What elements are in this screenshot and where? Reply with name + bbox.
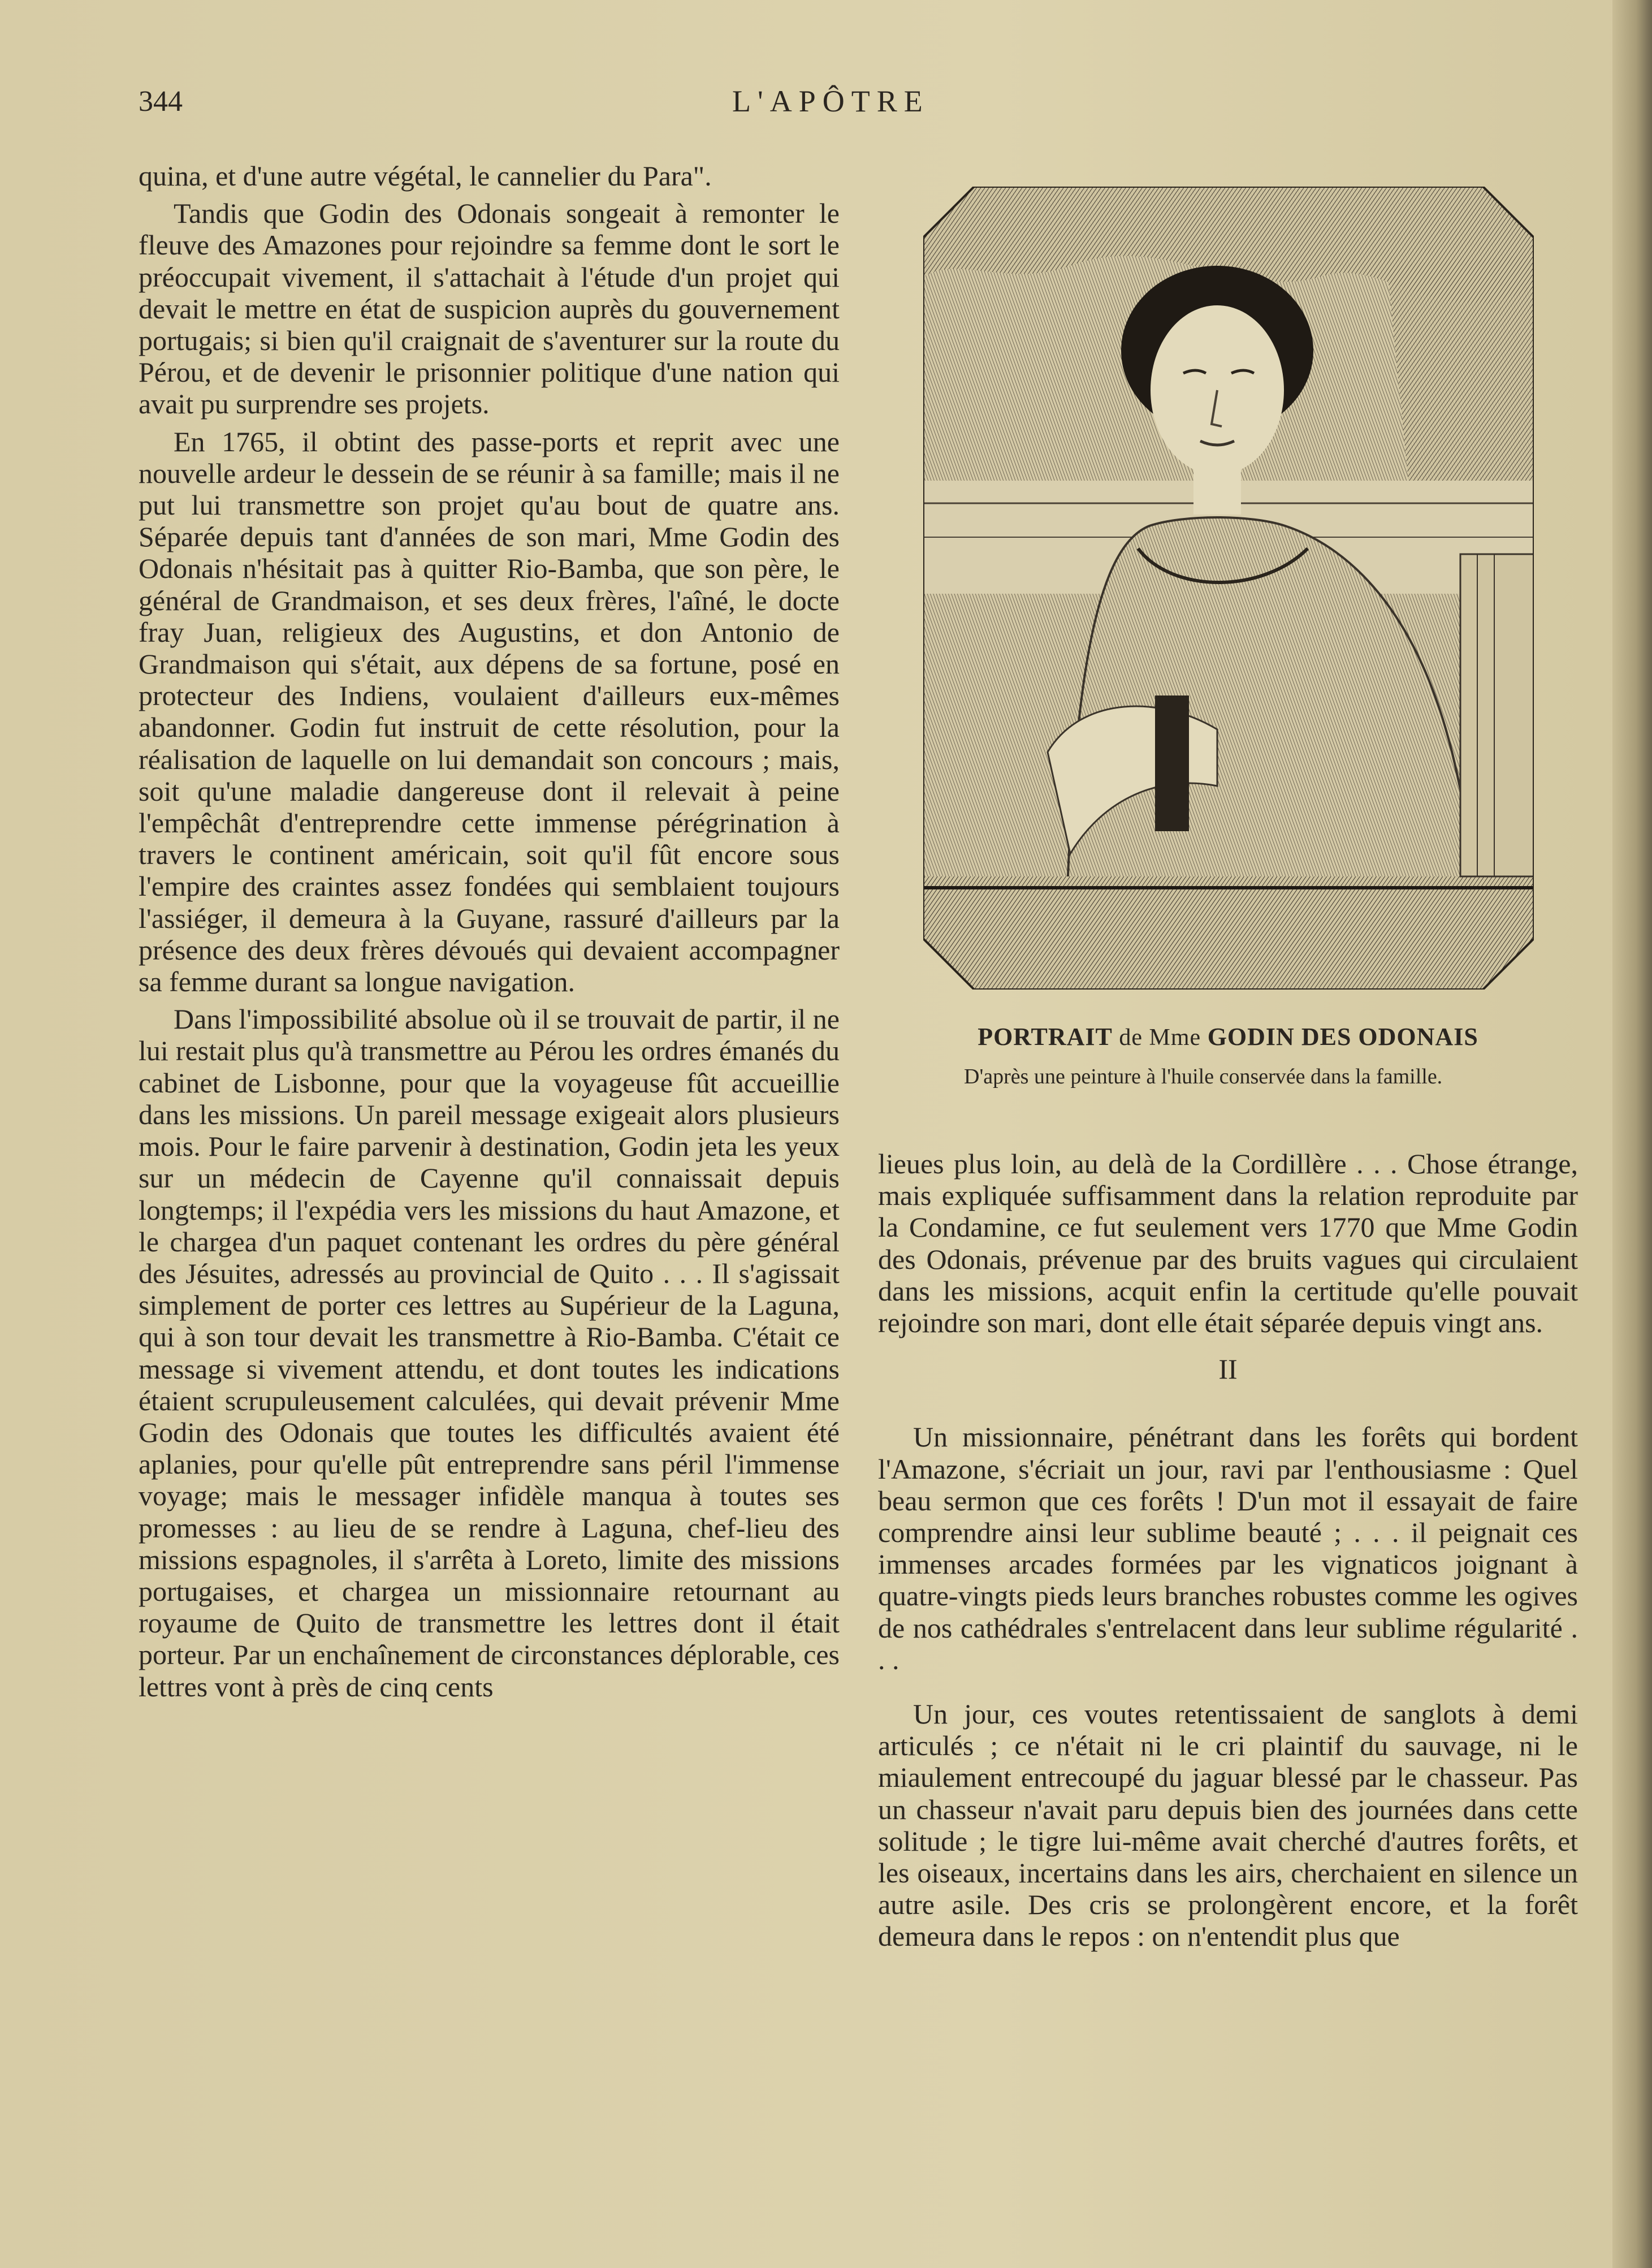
paragraph: quina, et d'une autre végétal, le cannelier du Para". (139, 160, 712, 192)
portrait-image (923, 187, 1534, 990)
paragraph: Tandis que Godin des Odonais songeait à remonter le fleuve des Amazones pour rejoindre sa femme dont le sort le préoccupait vivement, il s'attachait à l'étude d'un projet qui devait le mettre en état de suspicion auprès du gouvernement portugais; si bien qu'il craignait de s'aventurer sur la route du Pérou, et de devenir le prisonnier politique d'une nation qui avait pu surprendre ses projets. (139, 197, 840, 420)
caption-title-part: PORTRAIT (978, 1023, 1113, 1051)
paragraph: lieues plus loin, au delà de la Cordillère . . . Chose étrange, mais expliquée suffisamment dans la relation reproduite par la Condamine, ce fut seulement vers 1770 que Mme Godin des Odonais, prévenue par des bruits vagues qui circulaient dans les missions, acquit enfin la certitude qu'elle pouvait rejoindre son mari, dont elle était séparée depuis vingt ans. (878, 1148, 1578, 1339)
right-text-column (878, 1148, 1578, 1952)
left-text-column (139, 160, 840, 1703)
figure-caption-title (878, 1022, 1578, 1051)
caption-title-part: de Mme (1112, 1025, 1208, 1051)
portrait-engraving (923, 187, 1534, 990)
caption-title-part: GODIN DES ODONAIS (1207, 1023, 1478, 1051)
paragraph: Un jour, ces voutes retentissaient de sanglots à demi articulés ; ce n'était ni le cri plaintif du sauvage, ni le miaulement entrecoupé du jaguar blessé par le chasseur. Pas un chasseur n'avait paru depuis bien des journées dans cette solitude ; le tigre lui-même avait cherché d'autres forêts, et les oiseaux, incertains dans les airs, cherchaient en silence un autre asile. Des cris se prolongèrent encore, et la forêt demeura dans le repos : on n'entendit plus que (878, 1698, 1578, 1952)
running-head-title: L'APÔTRE (732, 84, 929, 118)
figure-caption-credit: D'après une peinture à l'huile conservée dans la famille. (964, 1065, 1443, 1088)
page-number: 344 (139, 85, 183, 118)
paragraph: En 1765, il obtint des passe-ports et reprit avec une nouvelle ardeur le dessein de se réunir à sa famille; mais il ne put lui transmettre son projet qu'au bout de quatre ans. Séparée depuis tant d'années de son mari, Mme Godin des Odonais n'hésitait pas à quitter Rio-Bamba, que son père, le général de Grandmaison, et ses deux frères, l'aîné, le docte fray Juan, religieux des Augustins, et don Antonio de Grandmaison qui s'était, aux dépens de sa fortune, posé en protecteur des Indiens, voulaient d'ailleurs eux-mêmes abandonner. Godin fut instruit de cette résolution, pour la réalisation de laquelle on lui demandait son concours ; mais, soit qu'une maladie dangereuse dont il relevait à peine l'empêchât d'entreprendre cette immense pérégrination à travers le continent américain, soit qu'il fût encore sous l'empire des craintes assez fondées qui semblaient toujours l'assiéger, il demeura à la Guyane, rassuré d'ailleurs par la présence des deux frères dévoués qui devaient accompagner sa femme durant sa longue navigation. (139, 425, 840, 998)
book-spine-edge (1612, 0, 1652, 2268)
section-number: II (1218, 1353, 1238, 1385)
paragraph: Un missionnaire, pénétrant dans les forêts qui bordent l'Amazone, s'écriait un jour, ravi par l'enthousiasme : Quel beau sermon que ces forêts ! D'un mot il essayait de faire comprendre ainsi leur sublime beauté ; . . . il peignait ces immenses arcades formées par les vignaticos joignant à quatre-vingts pieds leurs branches robustes comme les ogives de nos cathédrales s'entrelacent dans leur sublime régularité . . . (878, 1421, 1578, 1675)
paragraph: Dans l'impossibilité absolue où il se trouvait de partir, il ne lui restait plus qu'à transmettre au Pérou les ordres émanés du cabinet de Lisbonne, pour que la voyageuse fût accueillie dans les missions. Un pareil message exigeait alors plusieurs mois. Pour le faire parvenir à destination, Godin jeta les yeux sur un médecin de Cayenne qu'il connaissait depuis longtemps; il l'expédia vers les missions du haut Amazone, et le chargea d'un paquet contenant les ordres du père général des Jésuites, adressés au provincial de Quito . . . Il s'agissait simplement de porter ces lettres au Supérieur de la Laguna, qui à son tour devait les transmettre à Rio-Bamba. C'était ce message si vivement attendu, et dont toutes les indications étaient scrupuleusement calculées, qui devait prévenir Mme Godin des Odonais que toutes les difficultés avaient été aplanies, pour qu'elle pût entreprendre sans péril l'immense voyage; mais le messager infidèle manqua à toutes ses promesses : au lieu de se rendre à Laguna, chef-lieu des missions espagnoles, il s'arrêta à Loreto, limite des missions portugaises, et chargea un missionnaire retournant au royaume de Quito de transmettre les lettres dont il était porteur. Par un enchaînement de circonstances déplorable, ces lettres vont à près de cinq cents (139, 1003, 840, 1703)
